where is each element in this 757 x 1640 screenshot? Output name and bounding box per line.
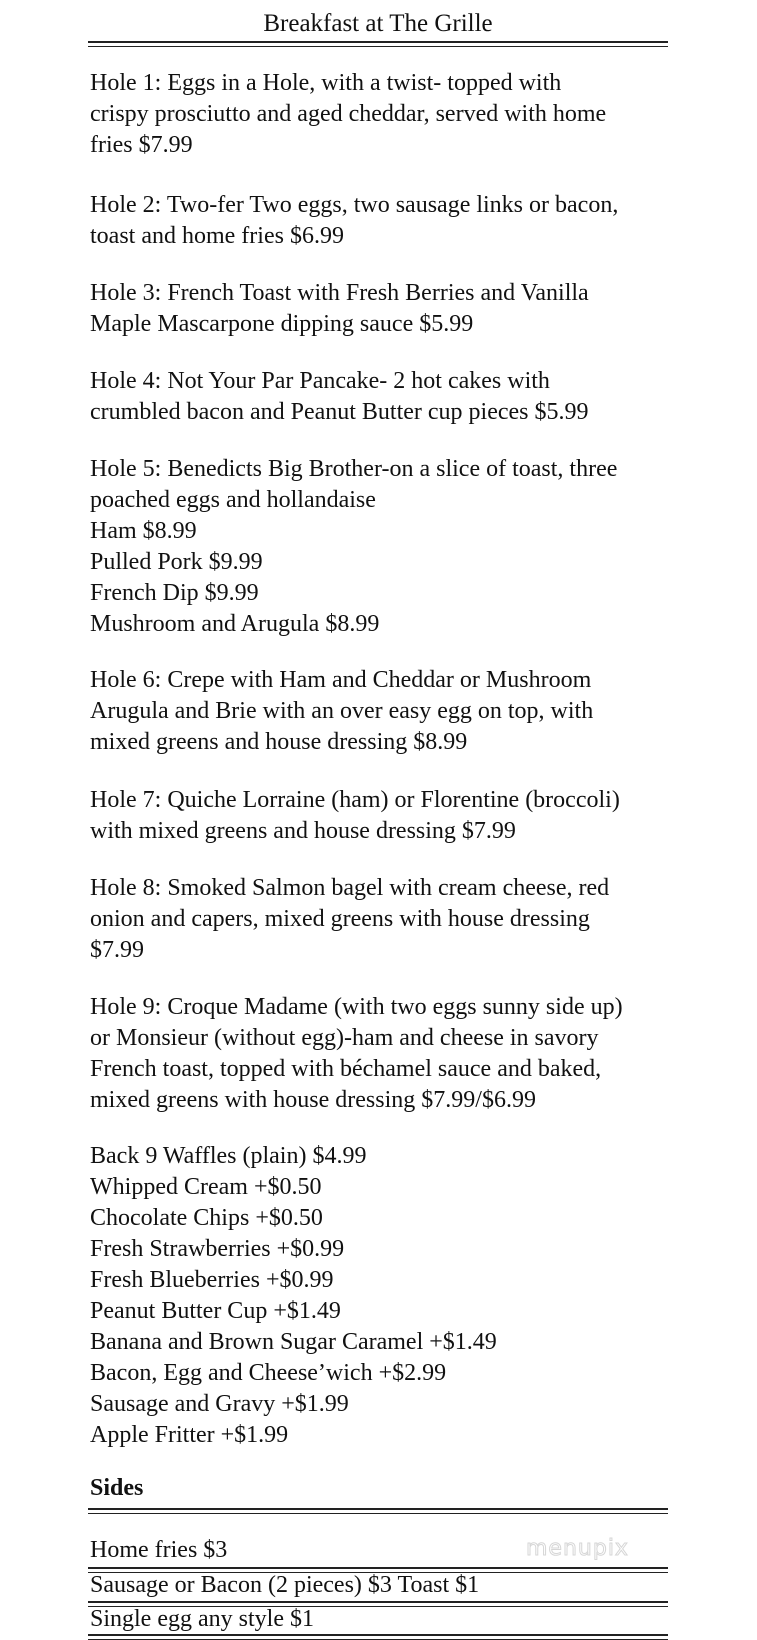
menu-line: Hole 8: Smoked Salmon bagel with cream cheese, red <box>90 875 610 901</box>
menu-item-hole-5 <box>90 454 690 640</box>
menu-line: with mixed greens and house dressing $7.99 <box>90 818 516 844</box>
sides-item: Home fries $3 <box>90 1537 228 1563</box>
menu-line: poached eggs and hollandaise <box>90 487 376 513</box>
waffle-topping: Peanut Butter Cup +$1.49 <box>90 1298 341 1324</box>
waffle-topping: Chocolate Chips +$0.50 <box>90 1205 323 1231</box>
menu-line: crispy prosciutto and aged cheddar, served with home <box>90 101 607 127</box>
menu-line: mixed greens and house dressing $8.99 <box>90 729 468 755</box>
menu-line: Pulled Pork $9.99 <box>90 549 263 575</box>
waffle-item: Back 9 Waffles (plain) $4.99 <box>90 1143 367 1169</box>
menu-title: Breakfast at The Grille <box>263 10 493 37</box>
menu-item-hole-9 <box>90 992 690 1116</box>
watermark-logo: menupix <box>526 1536 629 1561</box>
sides-heading: Sides <box>90 1475 144 1501</box>
menu-line: Hole 3: French Toast with Fresh Berries and Vanilla <box>90 280 589 306</box>
sides-row-divider <box>88 1634 668 1640</box>
waffle-topping: Fresh Strawberries +$0.99 <box>90 1236 345 1262</box>
menu-item-hole-4 <box>90 366 690 428</box>
menu-line: or Monsieur (without egg)-ham and cheese in savory <box>90 1025 599 1051</box>
menu-line: Hole 6: Crepe with Ham and Cheddar or Mushroom <box>90 667 592 693</box>
menu-line: Hole 1: Eggs in a Hole, with a twist- topped with <box>90 70 562 96</box>
menu-line: French Dip $9.99 <box>90 580 259 606</box>
menu-line: Hole 9: Croque Madame (with two eggs sunny side up) <box>90 994 623 1020</box>
menu-line: Maple Mascarpone dipping sauce $5.99 <box>90 311 474 337</box>
sides-divider <box>88 1508 668 1514</box>
menu-item-hole-1 <box>90 68 690 161</box>
menu-line: Hole 4: Not Your Par Pancake- 2 hot cakes with <box>90 368 550 394</box>
waffle-topping: Whipped Cream +$0.50 <box>90 1174 322 1200</box>
sides-item: Single egg any style $1 <box>90 1606 314 1632</box>
menu-item-hole-8 <box>90 873 690 966</box>
waffle-topping: Sausage and Gravy +$1.99 <box>90 1391 349 1417</box>
waffles-section <box>90 1141 690 1451</box>
menu-line: mixed greens with house dressing $7.99/$6.99 <box>90 1087 536 1113</box>
menu-line: fries $7.99 <box>90 132 193 158</box>
waffle-topping: Apple Fritter +$1.99 <box>90 1422 289 1448</box>
menu-line: $7.99 <box>90 937 144 963</box>
title-divider <box>88 41 668 47</box>
menu-line: Hole 5: Benedicts Big Brother-on a slice of toast, three <box>90 456 618 482</box>
menu-line: Hole 2: Two-fer Two eggs, two sausage links or bacon, <box>90 192 619 218</box>
menu-item-hole-7 <box>90 785 690 847</box>
sides-item: Sausage or Bacon (2 pieces) $3 Toast $1 <box>90 1572 480 1598</box>
menu-line: crumbled bacon and Peanut Butter cup pieces $5.99 <box>90 399 589 425</box>
menu-item-hole-3 <box>90 278 690 340</box>
menu-item-hole-6 <box>90 665 690 758</box>
menu-line: onion and capers, mixed greens with house dressing <box>90 906 590 932</box>
waffle-topping: Banana and Brown Sugar Caramel +$1.49 <box>90 1329 497 1355</box>
menu-line: Mushroom and Arugula $8.99 <box>90 611 380 637</box>
menu-line: Arugula and Brie with an over easy egg on top, with <box>90 698 594 724</box>
menu-line: Hole 7: Quiche Lorraine (ham) or Florentine (broccoli) <box>90 787 620 813</box>
menu-line: toast and home fries $6.99 <box>90 223 344 249</box>
menu-line: Ham $8.99 <box>90 518 197 544</box>
waffle-topping: Fresh Blueberries +$0.99 <box>90 1267 334 1293</box>
menu-item-hole-2 <box>90 190 690 252</box>
menu-line: French toast, topped with béchamel sauce and baked, <box>90 1056 602 1082</box>
waffle-topping: Bacon, Egg and Cheese’wich +$2.99 <box>90 1360 447 1386</box>
